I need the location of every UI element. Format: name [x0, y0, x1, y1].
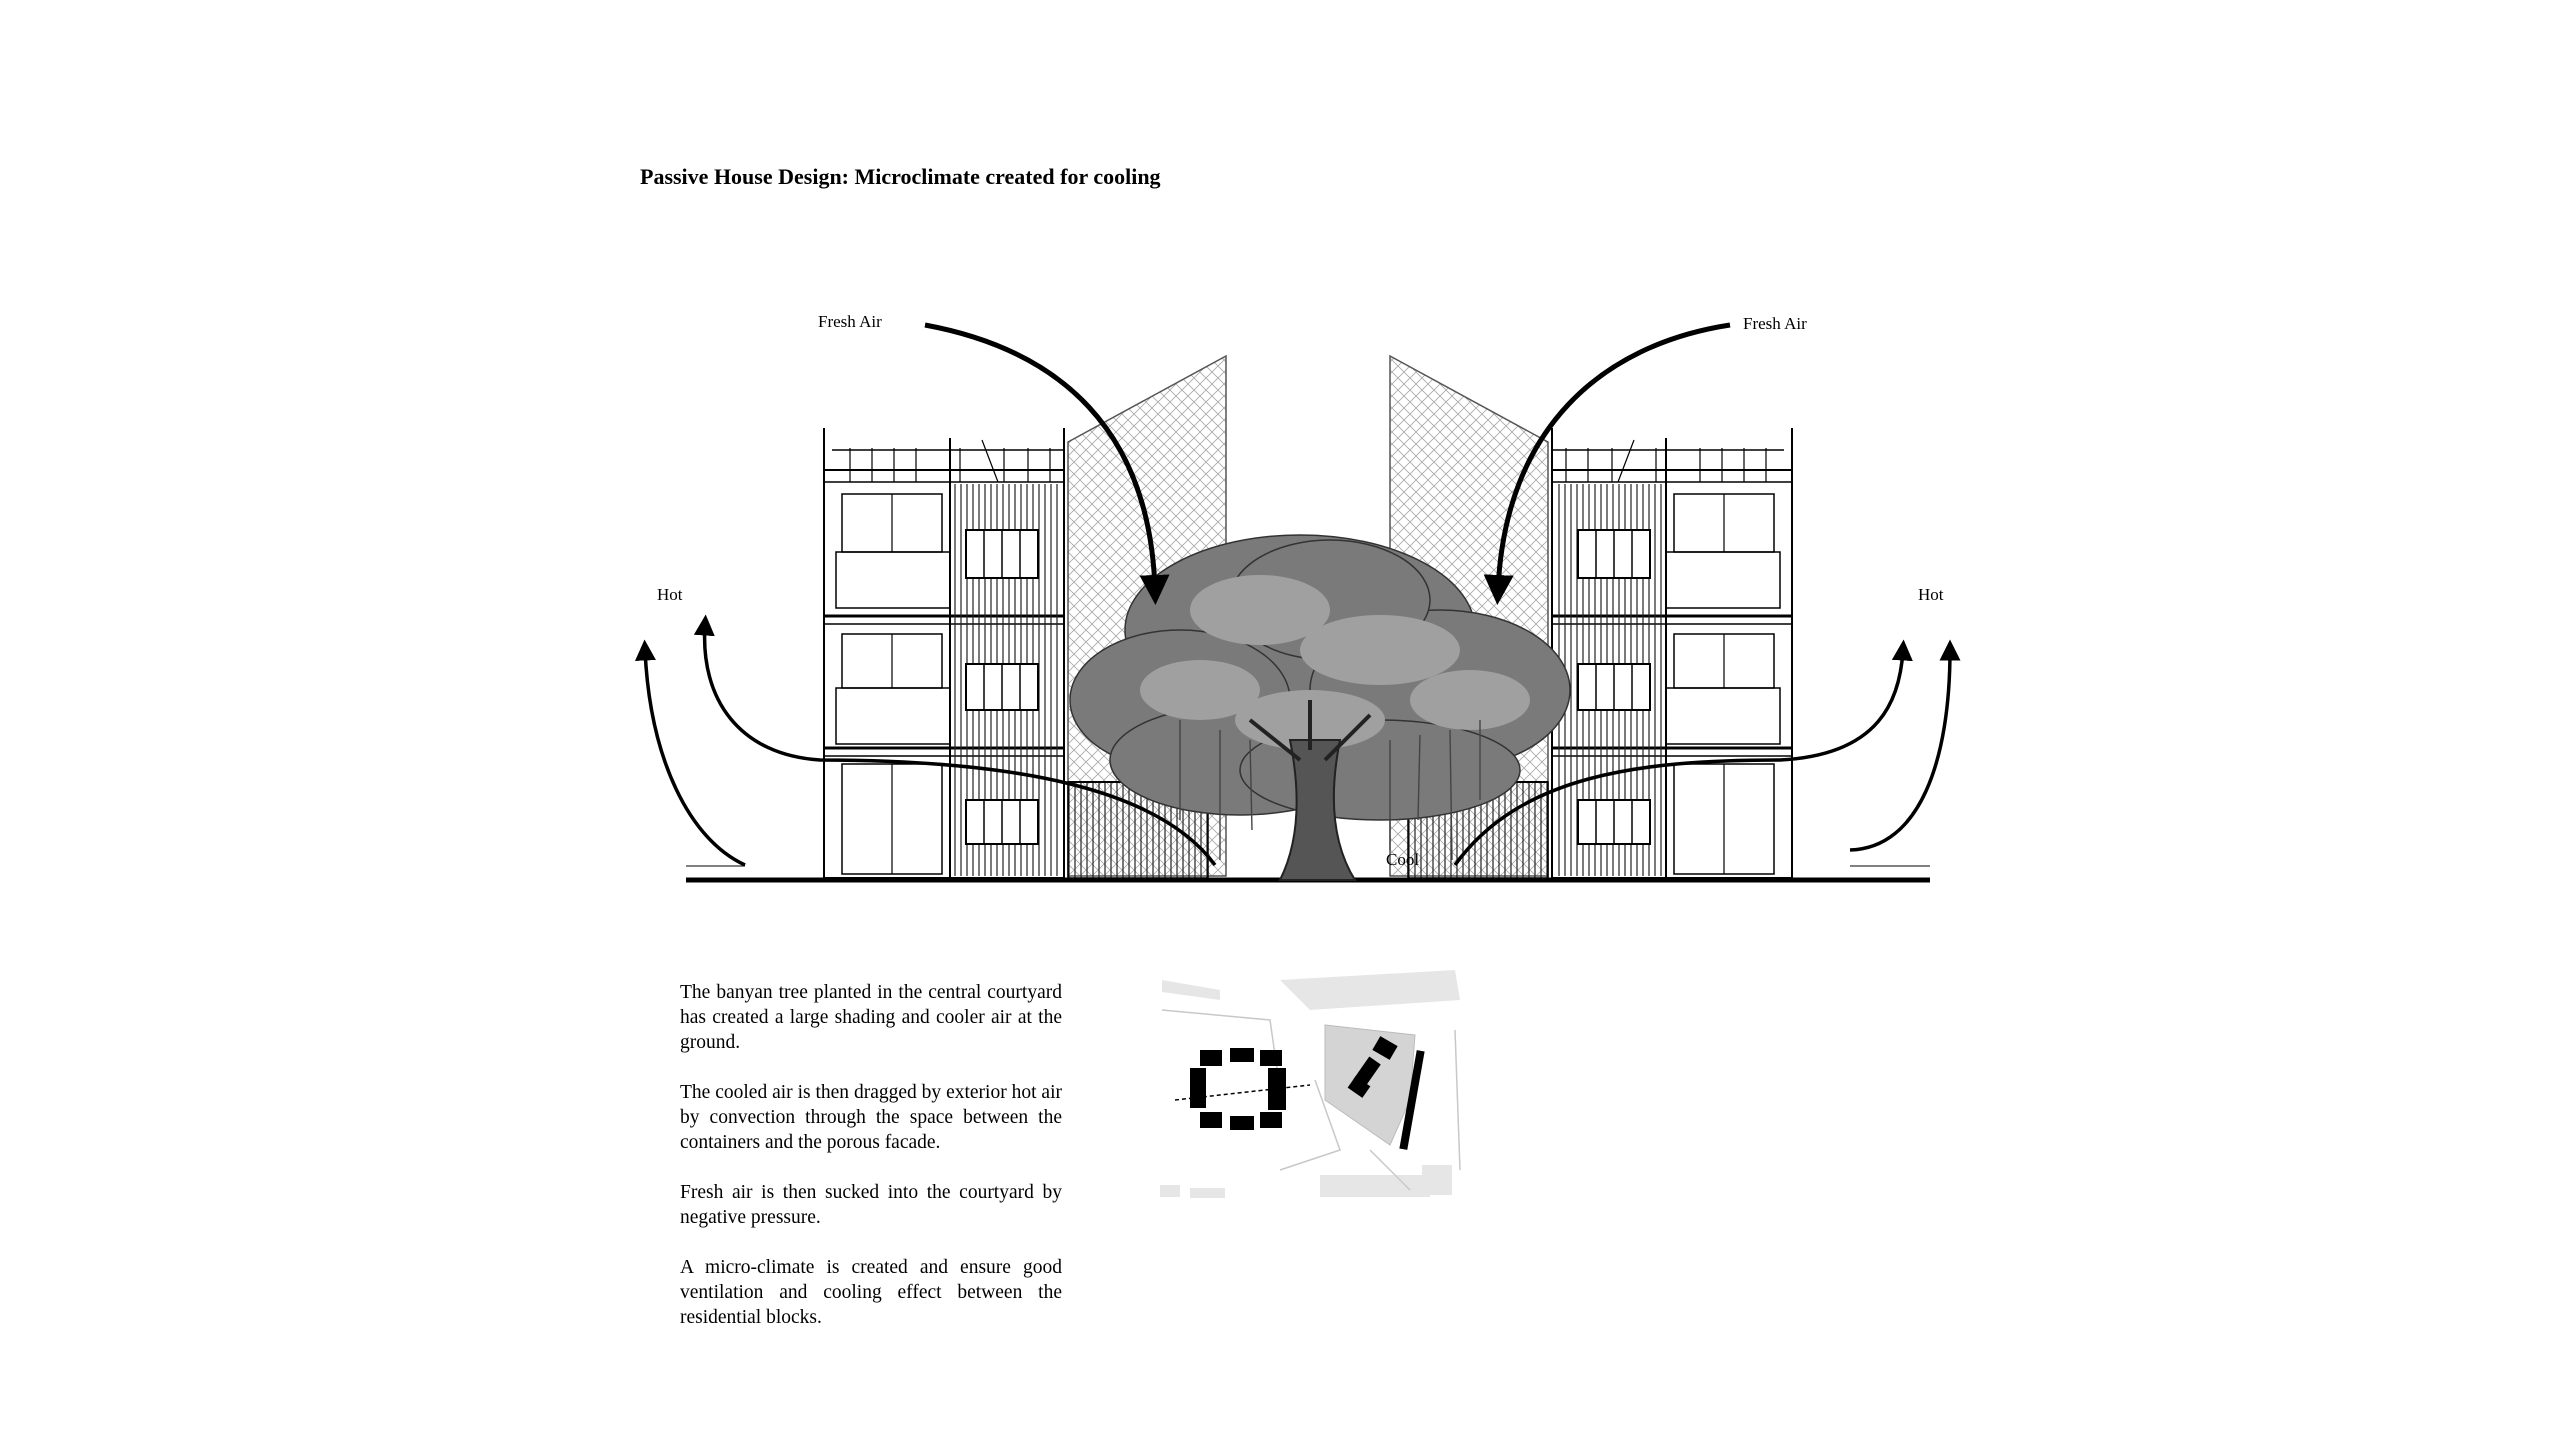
site-plan: [1160, 970, 1480, 1205]
label-hot-right: Hot: [1918, 585, 1944, 604]
label-fresh-air-right: Fresh Air: [1743, 314, 1807, 333]
hot-air-arrow-left-outer: [645, 650, 745, 865]
description-paragraph: Fresh air is then sucked into the courtyard by negative pressure.: [680, 1182, 1062, 1228]
description-paragraph: A micro-climate is created and ensure good ventilation and cooling effect between the residential blocks.: [680, 1257, 1062, 1328]
page-title: Passive House Design: Microclimate created for cooling: [640, 164, 1161, 189]
description-paragraph: The cooled air is then dragged by exterior hot air by convection through the space between the containers and the porous facade.: [680, 1082, 1062, 1153]
description-paragraph: The banyan tree planted in the central courtyard has created a large shading and cooler air at the ground.: [680, 982, 1062, 1053]
description-text: [680, 980, 1062, 1355]
label-cool: Cool: [1386, 850, 1420, 869]
label-hot-left: Hot: [657, 585, 683, 604]
label-fresh-air-left: Fresh Air: [818, 312, 882, 331]
